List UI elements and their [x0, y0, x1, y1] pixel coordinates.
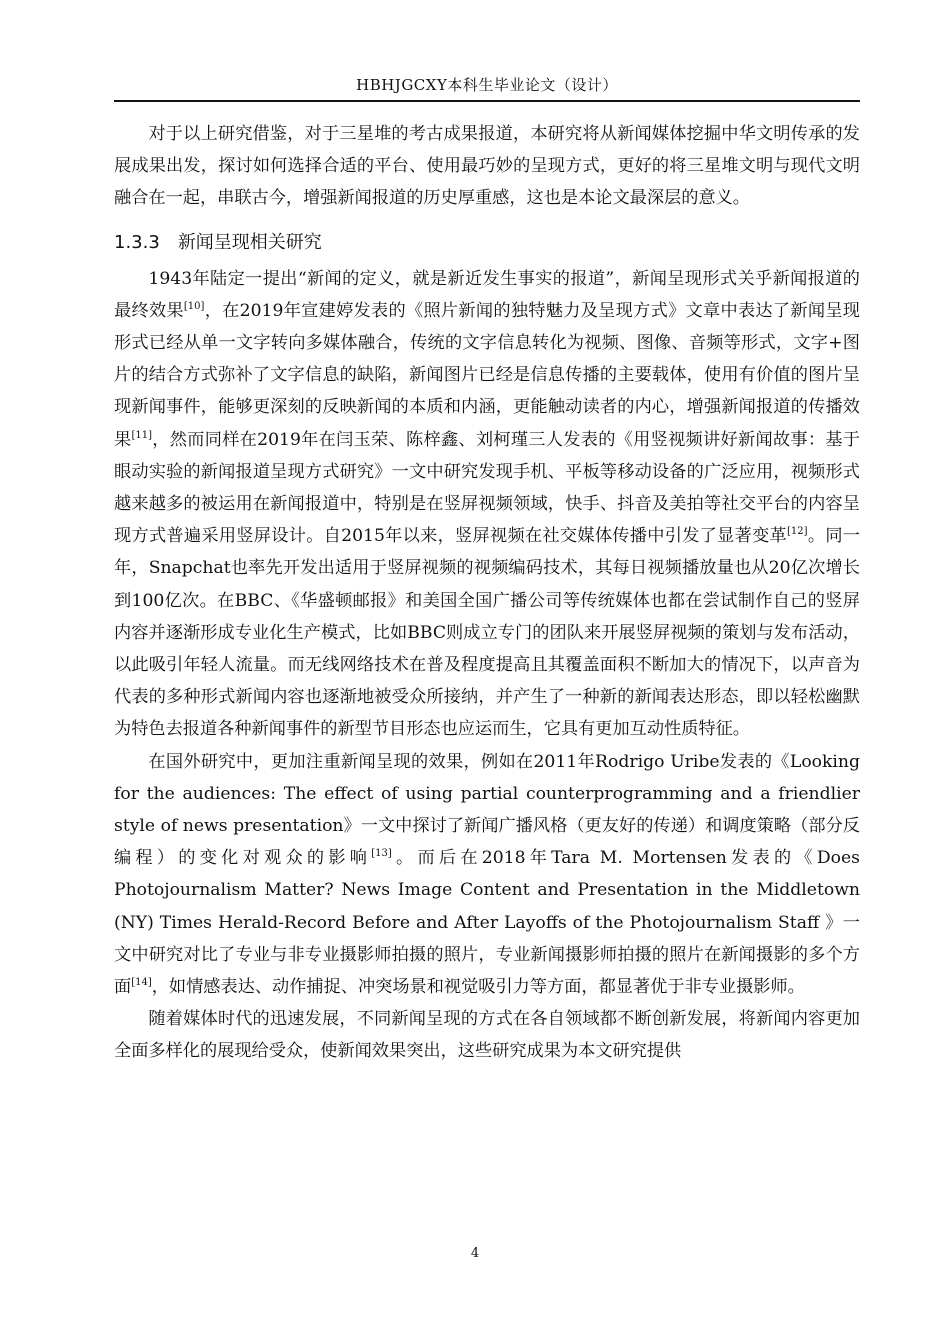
text-segment: 在国外研究中，更加注重新闻呈现的效果，例如在2011年Rodrigo Uribe发表的《Looking for the audiences: The effect of using partial counterprogramming and a friendlier style of news presentation》一文中探讨了新闻广播风格（更友好的传递）和调度策略（部分反编程）的变化对观众的影响 [114, 751, 860, 869]
paragraph-intro-significance: 对于以上研究借鉴，对于三星堆的考古成果报道，本研究将从新闻媒体挖掘中华文明传承的发展成果出发，探讨如何选择合适的平台、使用最巧妙的呈现方式，更好的将三星堆文明与现代文明融合在一起，串联古今，增强新闻报道的历史厚重感，这也是本论文最深层的意义。 [114, 124, 860, 209]
section-heading [114, 227, 860, 259]
citation-ref: [11] [131, 429, 153, 441]
body-text [114, 118, 860, 1068]
citation-ref: [13] [371, 848, 392, 860]
citation-ref: [14] [131, 977, 152, 989]
text-segment: ，如情感表达、动作捕捉、冲突场景和视觉吸引力等方面，都显著优于非专业摄影师。 [151, 977, 805, 998]
running-header: HBHJGCXY本科生毕业论文（设计） [356, 76, 618, 94]
text-segment: ，然而同样在2019年在闫玉荣、陈梓鑫、刘柯瑾三人发表的《用竖视频讲好新闻故事：基于眼动实验的新闻报道呈现方式研究》一文中研究发现手机、平板等移动设备的广泛应用，视频形式越来越多的被运用在新闻报道中，特别是在竖屏视频领域，快手、抖音及美拍等社交平台的内容呈现方式普遍采用竖屏设计。自2015年以来，竖屏视频在社交媒体传播中引发了显著变革 [114, 429, 860, 547]
text-segment: 1943年陆定一提出“新闻的定义，就是新近发生事实的报道”，新闻呈现形式关乎新闻报道的最终效果 [114, 268, 860, 321]
header-divider [114, 100, 860, 102]
text-segment: ，在2019年宣建婷发表的《照片新闻的独特魅力及呈现方式》文章中表达了新闻呈现形式已经从单一文字转向多媒体融合，传统的文字信息转化为视频、图像、音频等形式，文字+图片的结合方式弥补了文字信息的缺陷，新闻图片已经是信息传播的主要载体，使用有价值的图片呈现新闻事件，能够更深刻的反映新闻的本质和内涵，更能触动读者的内心，增强新闻报道的传播效果 [114, 300, 860, 450]
section-number: 1.3.3 [114, 231, 160, 253]
section-title: 新闻呈现相关研究 [177, 231, 322, 253]
paragraph-foreign-research [114, 746, 860, 1004]
citation-ref: [10] [183, 300, 205, 312]
citation-ref: [12] [787, 526, 808, 538]
paragraph-summary: 随着媒体时代的迅速发展，不同新闻呈现的方式在各自领域都不断创新发展，将新闻内容更加全面多样化的展现给受众，使新闻效果突出，这些研究成果为本文研究提供 [114, 1009, 860, 1062]
text-segment: 。而后在2018年Tara M. Mortensen发表的《Does Photojournalism Matter? News Image Content and Presentation in the Middletown (NY) Times Herald-Record Before and After Layoffs of the Photojournalism Staff 》一文中研究对比了专业与非专业摄影师拍摄的照片，专业新闻摄影师拍摄的照片在新闻摄影的多个方面 [114, 848, 860, 998]
paragraph-domestic-research [114, 263, 860, 746]
text-segment: 。同一年，Snapchat也率先开发出适用于竖屏视频的视频编码技术，其每日视频播放量也从20亿次增长到100亿次。在BBC、《华盛顿邮报》和美国全国广播公司等传统媒体也都在尝试制作自己的竖屏内容并逐渐形成专业化生产模式，比如BBC则成立专门的团队来开展竖屏视频的策划与发布活动，以此吸引年轻人流量。而无线网络技术在普及程度提高且其覆盖面积不断加大的情况下，以声音为代表的多种形式新闻内容也逐渐地被受众所接纳，并产生了一种新的新闻表达形态，即以轻松幽默为特色去报道各种新闻事件的新型节目形态也应运而生，它具有更加互动性质特征。 [114, 526, 860, 740]
page-number: 4 [470, 1246, 480, 1261]
